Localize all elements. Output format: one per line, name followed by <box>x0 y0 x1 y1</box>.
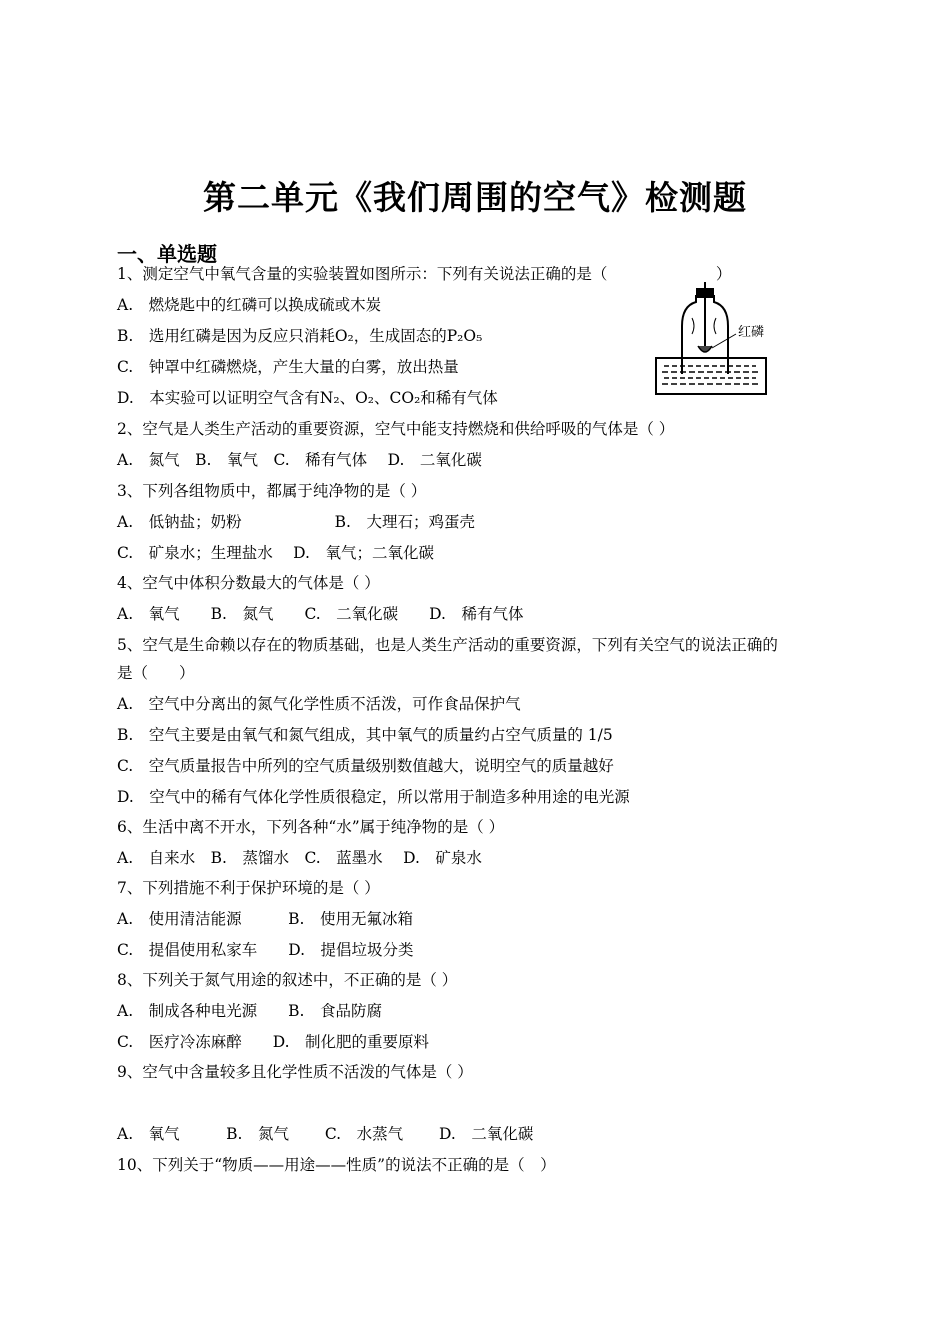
q1-option-a: A. 燃烧匙中的红磷可以换成硫或木炭 <box>117 296 382 314</box>
apparatus-figure <box>652 278 782 396</box>
q1-stem: 1、测定空气中氧气含量的实验装置如图所示：下列有关说法正确的是（ ） <box>117 265 732 283</box>
q3-options-ab: A. 低钠盐；奶粉 B. 大理石；鸡蛋壳 <box>117 513 475 531</box>
q8-stem: 8、下列关于氮气用途的叙述中，不正确的是（ ） <box>117 971 458 989</box>
q5-stem-line1: 5、空气是生命赖以存在的物质基础，也是人类生产活动的重要资源，下列有关空气的说法正确的 <box>117 636 778 654</box>
q7-options-ab: A. 使用清洁能源 B. 使用无氟冰箱 <box>117 910 413 928</box>
q6-stem: 6、生活中离不开水，下列各种“水”属于纯净物的是（ ） <box>117 818 505 836</box>
section-heading: 一、单选题 <box>117 242 217 266</box>
q2-options: A. 氮气 B. 氧气 C. 稀有气体 D. 二氧化碳 <box>117 451 482 469</box>
q9-stem: 9、空气中含量较多且化学性质不活泼的气体是（ ） <box>117 1063 473 1081</box>
q1-option-d: D. 本实验可以证明空气含有N₂、O₂、CO₂和稀有气体 <box>117 389 498 407</box>
q1-option-c: C. 钟罩中红磷燃烧，产生大量的白雾，放出热量 <box>117 358 459 376</box>
q1-option-b: B. 选用红磷是因为反应只消耗O₂，生成固态的P₂O₅ <box>117 327 483 345</box>
q6-options: A. 自来水 B. 蒸馏水 C. 蓝墨水 D. 矿泉水 <box>117 849 482 867</box>
q5-option-d: D. 空气中的稀有气体化学性质很稳定，所以常用于制造多种用途的电光源 <box>117 788 630 806</box>
q4-options: A. 氧气 B. 氮气 C. 二氧化碳 D. 稀有气体 <box>117 605 524 623</box>
q3-options-cd: C. 矿泉水；生理盐水 D. 氧气；二氧化碳 <box>117 544 434 562</box>
page-title: 第二单元《我们周围的空气》检测题 <box>203 178 747 217</box>
q2-stem: 2、空气是人类生产活动的重要资源，空气中能支持燃烧和供给呼吸的气体是（ ） <box>117 420 675 438</box>
q5-option-c: C. 空气质量报告中所列的空气质量级别数值越大，说明空气的质量越好 <box>117 757 614 775</box>
q8-options-cd: C. 医疗冷冻麻醉 D. 制化肥的重要原料 <box>117 1033 430 1051</box>
q10-stem: 10、下列关于“物质——用途——性质”的说法不正确的是（ ） <box>117 1156 556 1174</box>
q4-stem: 4、空气中体积分数最大的气体是（ ） <box>117 574 380 592</box>
q5-option-a: A. 空气中分离出的氮气化学性质不活泼，可作食品保护气 <box>117 695 521 713</box>
q8-options-ab: A. 制成各种电光源 B. 食品防腐 <box>117 1002 382 1020</box>
q9-options: A. 氧气 B. 氮气 C. 水蒸气 D. 二氧化碳 <box>117 1125 534 1143</box>
figure-label: 红磷 <box>738 325 765 340</box>
q3-stem: 3、下列各组物质中，都属于纯净物的是（ ） <box>117 482 427 500</box>
q5-option-b: B. 空气主要是由氧气和氮气组成，其中氧气的质量约占空气质量的 1/5 <box>117 726 613 744</box>
q7-options-cd: C. 提倡使用私家车 D. 提倡垃圾分类 <box>117 941 414 959</box>
q7-stem: 7、下列措施不利于保护环境的是（ ） <box>117 879 380 897</box>
q5-stem-line2: 是（ ） <box>117 664 195 682</box>
